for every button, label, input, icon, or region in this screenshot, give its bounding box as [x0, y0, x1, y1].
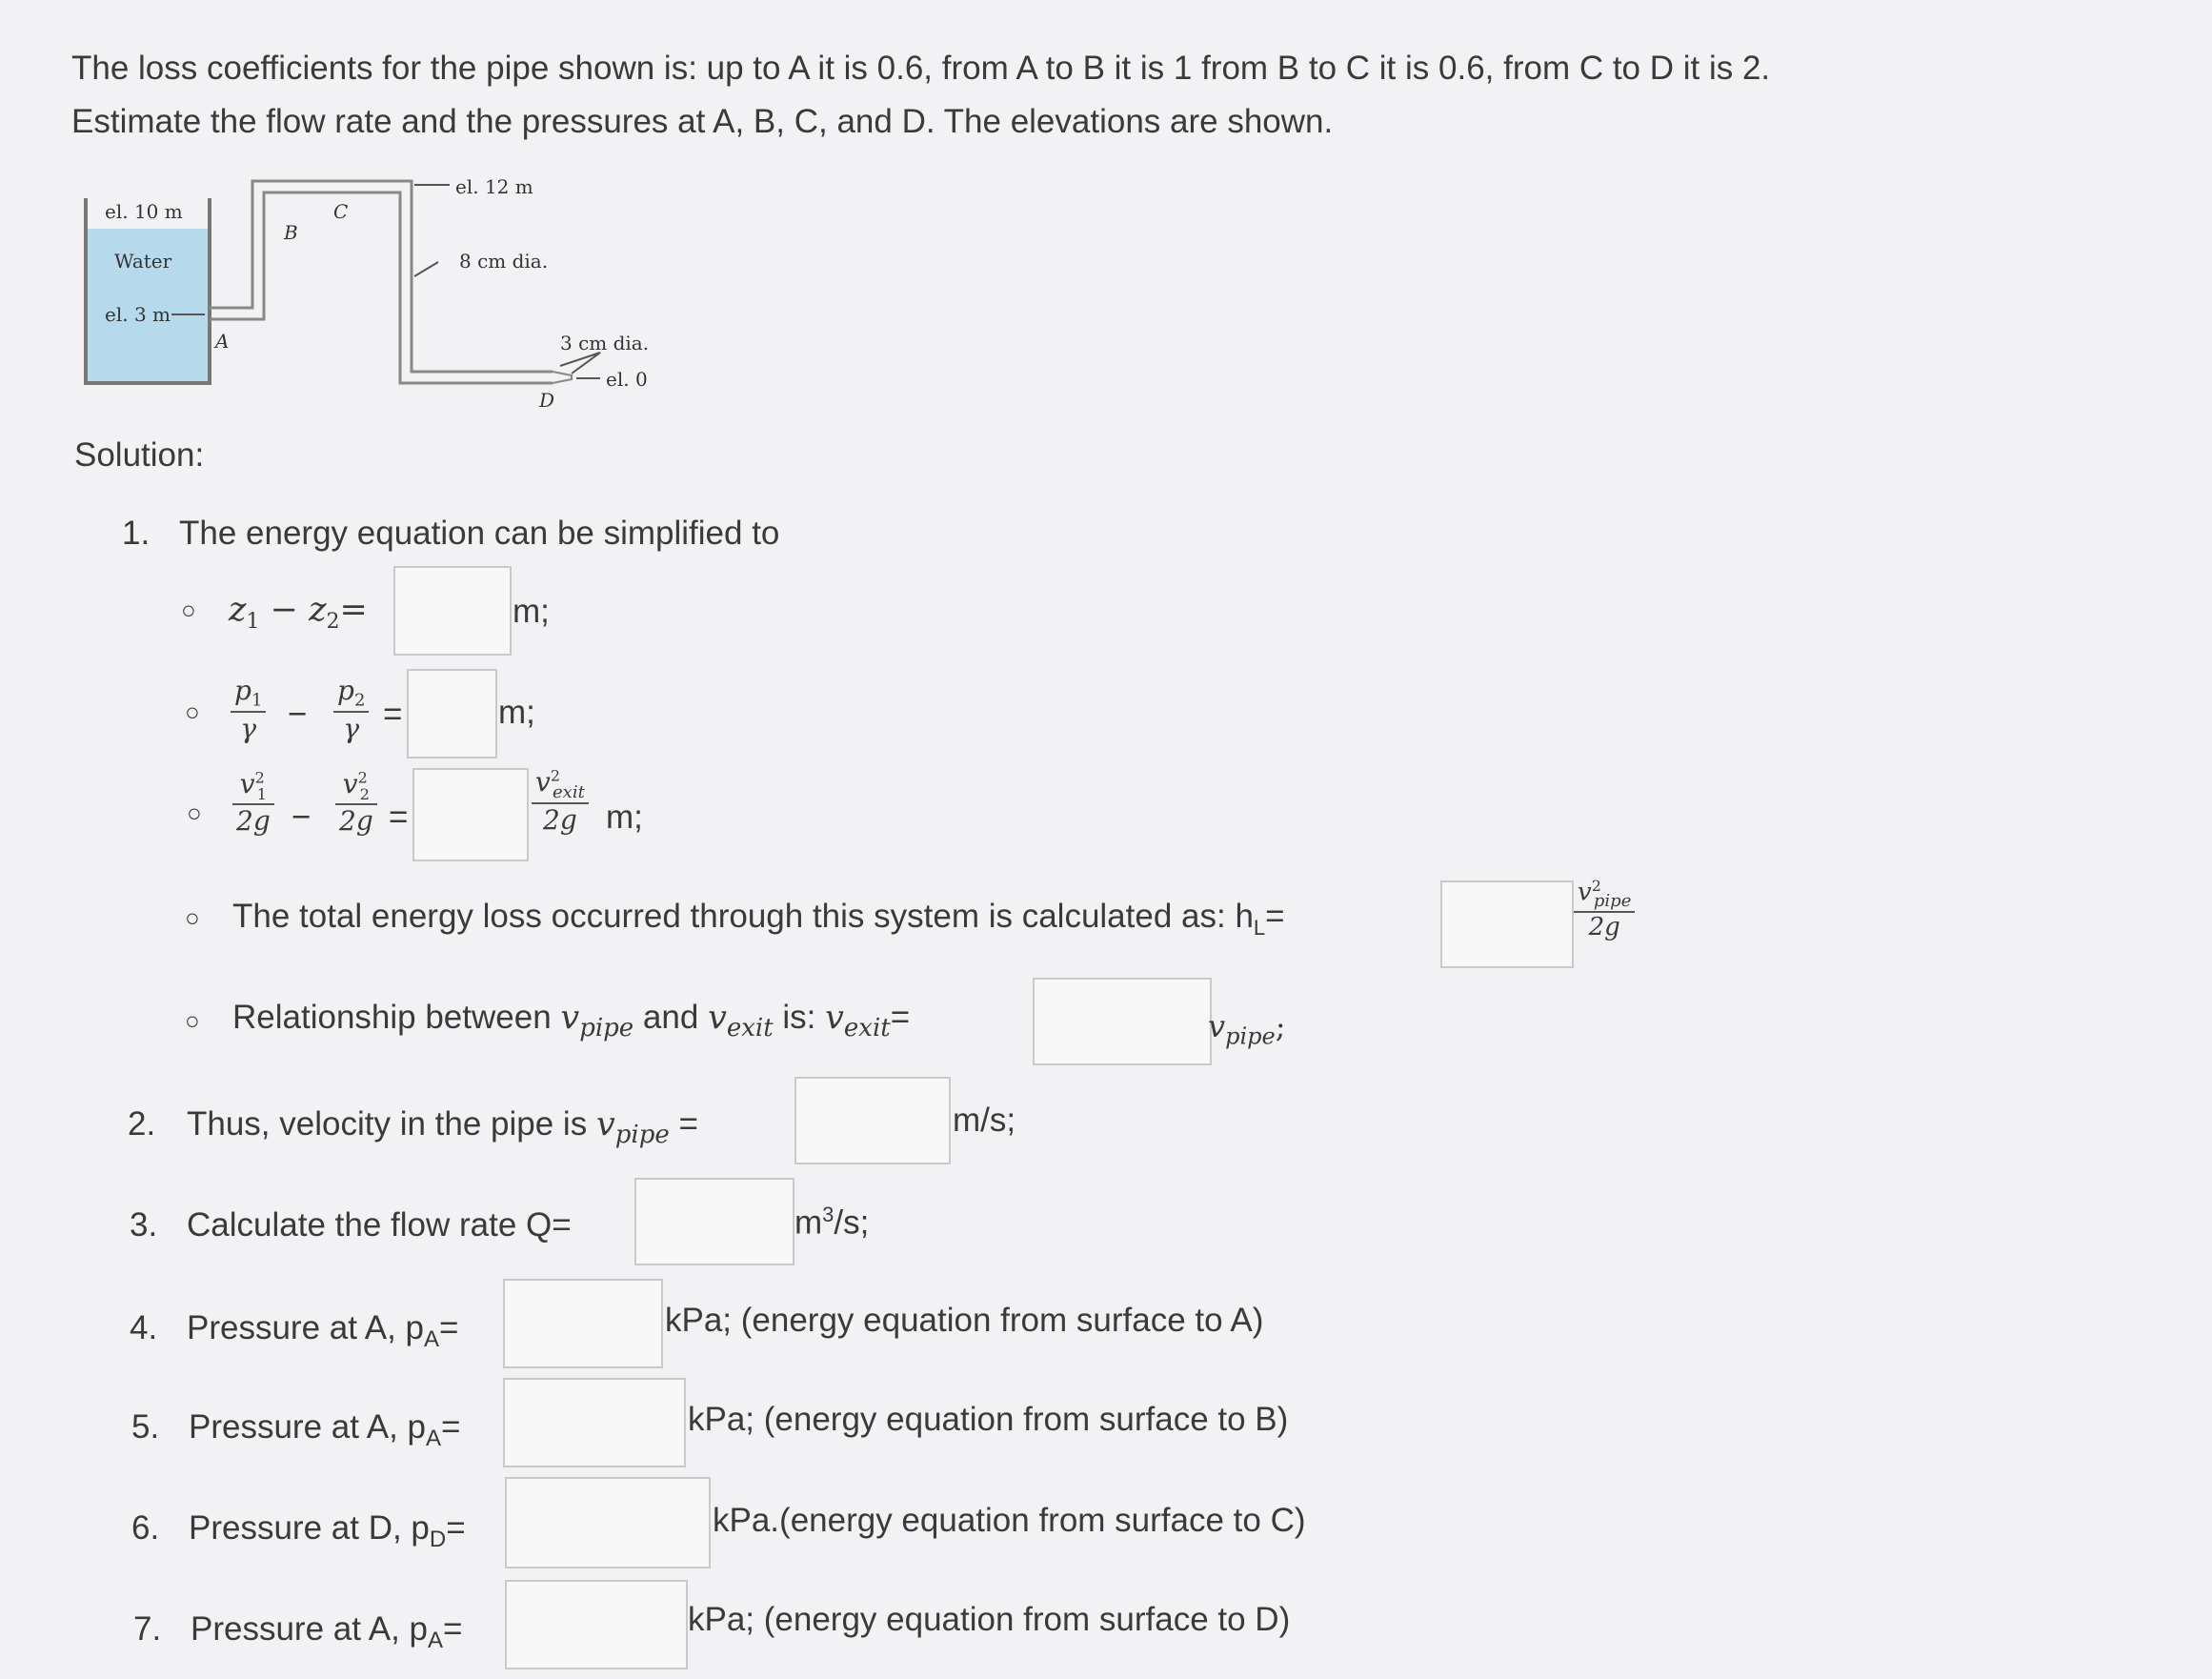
dia3-leader [560, 353, 600, 374]
problem-line-1: The loss coefficients for the pipe shown is: up to A it is 0.6, from A to B it is 1 from B to C it is 0.6, from C to D it is 2. [71, 50, 1771, 87]
v2-fraction: $\frac{v^2_2}{2g}$ [335, 768, 377, 837]
label-el-12: el. 12 m [455, 175, 533, 198]
v1-fraction: $\frac{v^2_1}{2g}$ [232, 768, 274, 837]
step5-number: 5. [131, 1408, 160, 1446]
step3-text: Calculate the flow rate Q= [187, 1206, 572, 1244]
vexit-fraction: $v^2_{exit}$ 2g [532, 766, 589, 836]
step6-text: Pressure at D, $p_D=$ [189, 1509, 466, 1552]
pipe-outer [210, 181, 553, 372]
step4-unit: kPa; (energy equation from surface to A) [665, 1302, 1264, 1339]
step3-unit: $m^3/s$; [794, 1203, 870, 1242]
step7-text: Pressure at A, $p_A=$ [191, 1610, 463, 1653]
step6-unit: kPa.(energy equation from surface to C) [713, 1502, 1306, 1539]
step2-text: Thus, velocity in the pipe is $v_{pipe}$ = [187, 1105, 698, 1149]
p-equals: = [383, 696, 403, 733]
hl-text: The total energy loss occurred through this system is calculated as: $h_L=$ [232, 898, 1285, 940]
step1-number: 1. [122, 515, 151, 552]
v-minus: − [292, 799, 312, 836]
bullet-hl: ○ [185, 903, 200, 932]
z-expression: $z_1 - z_2=$ [229, 591, 368, 634]
step2-number: 2. [128, 1105, 156, 1143]
label-el-0: el. 0 [606, 368, 648, 391]
v-unit: m; [606, 799, 643, 836]
label-point-a: A [215, 330, 230, 353]
label-point-c: C [333, 200, 349, 223]
bullet-rel: ○ [185, 1006, 200, 1035]
pressure-a-input-1[interactable] [503, 1279, 663, 1368]
p-minus: − [288, 696, 308, 733]
solution-label: Solution: [74, 436, 205, 474]
label-dia-8: 8 cm dia. [459, 250, 549, 273]
pressure-d-input[interactable] [505, 1477, 711, 1568]
label-el-10: el. 10 m [105, 200, 183, 223]
hl-input[interactable] [1440, 880, 1574, 968]
label-water: Water [114, 250, 172, 273]
v-equals: = [389, 799, 409, 836]
label-point-d: D [539, 389, 555, 412]
rel-input[interactable] [1033, 978, 1212, 1065]
problem-line-2: Estimate the flow rate and the pressures at A, B, C, and D. The elevations are shown. [71, 103, 1334, 140]
pressure-a-input-3[interactable] [505, 1580, 688, 1669]
label-point-b: B [284, 221, 298, 244]
z-unit: m; [513, 593, 550, 630]
bullet-p: ○ [185, 698, 200, 726]
flow-rate-input[interactable] [634, 1178, 794, 1265]
z-diff-input[interactable] [393, 566, 512, 656]
step5-unit: kPa; (energy equation from surface to B) [688, 1401, 1289, 1438]
pipe-system-figure [76, 172, 686, 419]
p2-fraction: $\frac{p_2}{\gamma}$ [333, 675, 369, 744]
label-el-3: el. 3 m [105, 303, 171, 326]
dia8-leader [414, 262, 438, 276]
p-diff-input[interactable] [407, 669, 497, 759]
step3-number: 3. [130, 1206, 158, 1244]
pipe-inner [210, 192, 553, 383]
rel-text: Relationship between $v_{pipe}$ and $v_{exit}$ is: $v_{exit}=$ [232, 999, 911, 1042]
hl-fraction: $v^2_{pipe}$ 2g [1574, 877, 1635, 941]
p1-fraction: $\frac{p_1}{\gamma}$ [231, 675, 266, 744]
velocity-input[interactable] [794, 1077, 951, 1164]
step6-number: 6. [131, 1509, 160, 1547]
v-diff-input[interactable] [412, 768, 529, 861]
step1-text: The energy equation can be simplified to [179, 515, 780, 552]
rel-after: $v_{pipe}$; [1208, 1008, 1286, 1050]
label-dia-3: 3 cm dia. [560, 332, 650, 354]
p-unit: m; [498, 694, 535, 731]
pressure-a-input-2[interactable] [503, 1378, 686, 1467]
nozzle [553, 372, 572, 383]
step7-unit: kPa; (energy equation from surface to D) [688, 1601, 1291, 1638]
bullet-z: ○ [181, 596, 196, 624]
step4-number: 4. [130, 1309, 158, 1346]
step5-text: Pressure at A, $p_A=$ [189, 1408, 461, 1451]
step7-number: 7. [133, 1610, 162, 1648]
step4-text: Pressure at A, $p_A=$ [187, 1309, 459, 1352]
step2-unit: m/s; [953, 1102, 1016, 1139]
bullet-v: ○ [187, 799, 202, 827]
